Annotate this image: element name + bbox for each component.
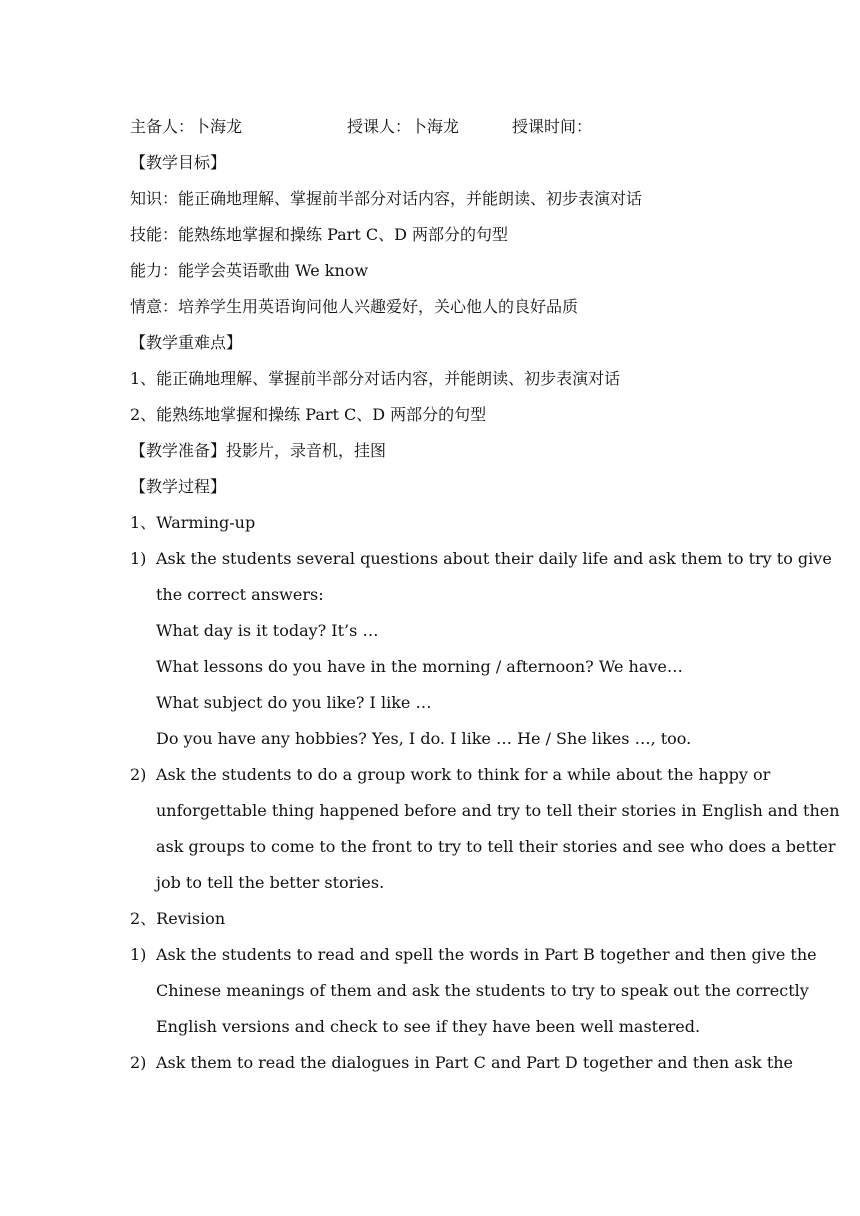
header-line — [130, 117, 730, 137]
key-point-2: 2、能熟练地掌握和操练 Part C、D 两部分的句型 — [130, 405, 487, 424]
question-line: What day is it today? It’s … — [156, 621, 379, 640]
list-number: 2) — [130, 765, 147, 784]
goal-emotion: 情意：培养学生用英语询问他人兴趣爱好，关心他人的良好品质 — [130, 297, 579, 316]
paragraph-line: the correct answers: — [156, 585, 324, 604]
paragraph-line: Ask the students several questions about their daily life and ask them to try to give — [156, 549, 832, 568]
goal-knowledge: 知识：能正确地理解、掌握前半部分对话内容，并能朗读、初步表演对话 — [130, 189, 643, 208]
list-number: 1) — [130, 549, 147, 568]
section-2-title: 2、Revision — [130, 909, 226, 928]
paragraph-line: Ask the students to read and spell the words in Part B together and then give the — [156, 945, 817, 964]
paragraph-line: Chinese meanings of them and ask the students to try to speak out the correctly — [156, 981, 809, 1000]
paragraph-line: ask groups to come to the front to try to tell their stories and see who does a better — [156, 837, 836, 856]
process-heading: 【教学过程】 — [130, 477, 227, 496]
list-number: 2) — [130, 1053, 147, 1072]
question-line: What lessons do you have in the morning / afternoon? We have… — [156, 657, 683, 676]
paragraph-line: unforgettable thing happened before and try to tell their stories in English and then — [156, 801, 840, 820]
key-points-heading: 【教学重难点】 — [130, 333, 243, 352]
preparer-label: 主备人：卜海龙 — [130, 117, 243, 136]
paragraph-line: job to tell the better stories. — [156, 873, 385, 892]
revision-item-2 — [156, 1053, 794, 1089]
paragraph-line: Ask the students to do a group work to think for a while about the happy or — [156, 765, 771, 784]
warmup-item-1 — [156, 549, 832, 621]
question-line: Do you have any hobbies? Yes, I do. I like … He / She likes …, too. — [156, 729, 692, 748]
paragraph-line: English versions and check to see if they have been well mastered. — [156, 1017, 701, 1036]
revision-item-1 — [156, 945, 817, 1053]
preparation-line: 【教学准备】投影片，录音机，挂图 — [130, 441, 387, 460]
section-1-title: 1、Warming-up — [130, 513, 256, 532]
goals-heading: 【教学目标】 — [130, 153, 227, 172]
paragraph-line: Ask them to read the dialogues in Part C and Part D together and then ask the — [156, 1053, 794, 1072]
goal-skill: 技能：能熟练地掌握和操练 Part C、D 两部分的句型 — [130, 225, 508, 244]
list-number: 1) — [130, 945, 147, 964]
teacher-label: 授课人：卜海龙 — [347, 117, 460, 136]
time-label: 授课时间： — [512, 117, 593, 136]
goal-ability: 能力：能学会英语歌曲 We know — [130, 261, 369, 280]
warmup-item-2 — [156, 765, 840, 909]
key-point-1: 1、能正确地理解、掌握前半部分对话内容，并能朗读、初步表演对话 — [130, 369, 621, 388]
question-line: What subject do you like? I like … — [156, 693, 432, 712]
